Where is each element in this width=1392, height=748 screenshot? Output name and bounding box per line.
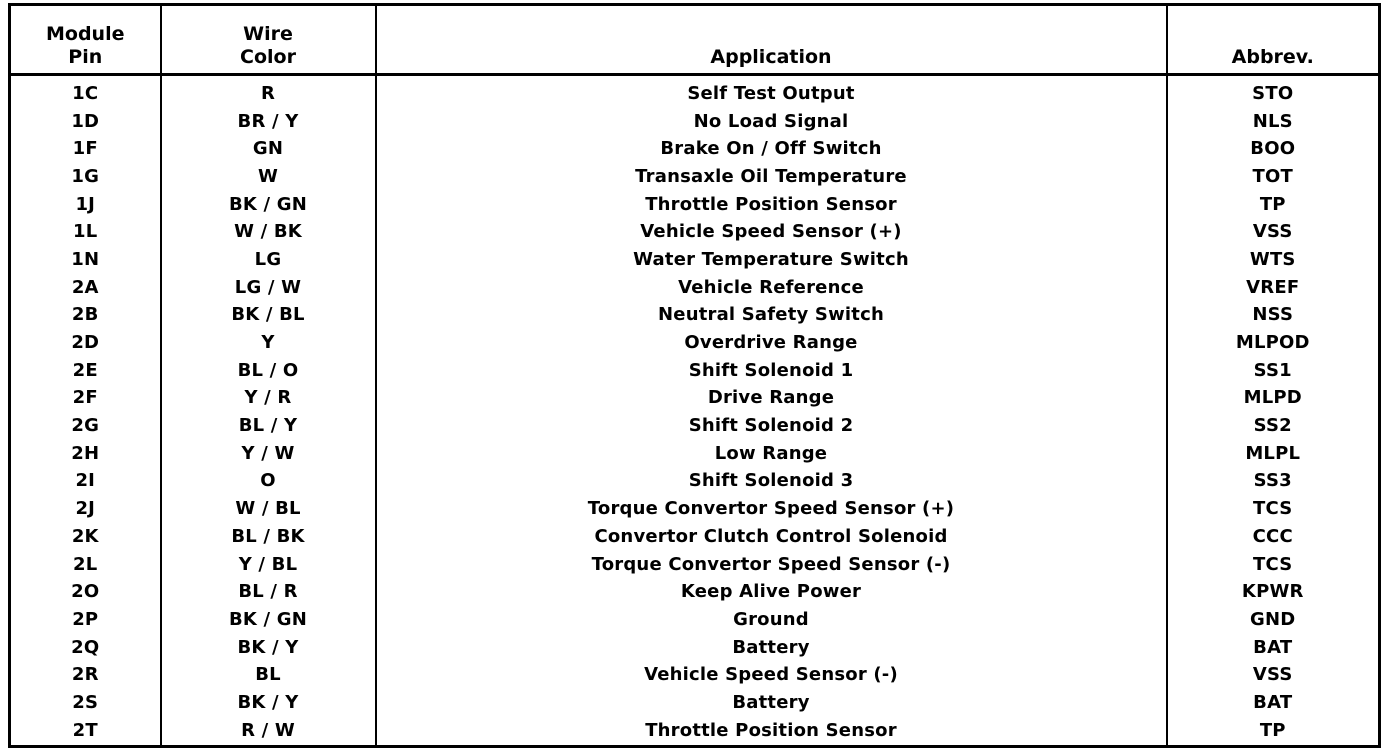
cell-module-pin: 2O xyxy=(10,578,161,606)
table-row xyxy=(10,357,1380,385)
cell-abbrev: BAT xyxy=(1167,689,1380,717)
cell-application: Shift Solenoid 1 xyxy=(376,357,1167,385)
cell-wire-color: BR / Y xyxy=(161,108,376,136)
cell-abbrev: GND xyxy=(1167,606,1380,634)
cell-wire-color: BK / Y xyxy=(161,634,376,662)
cell-application: Overdrive Range xyxy=(376,329,1167,357)
cell-application: Throttle Position Sensor xyxy=(376,191,1167,219)
cell-application: Shift Solenoid 3 xyxy=(376,468,1167,496)
cell-module-pin: 1G xyxy=(10,163,161,191)
table-row xyxy=(10,634,1380,662)
cell-wire-color: O xyxy=(161,468,376,496)
cell-wire-color: BK / GN xyxy=(161,606,376,634)
cell-application: Throttle Position Sensor xyxy=(376,717,1167,746)
cell-wire-color: BK / GN xyxy=(161,191,376,219)
cell-application: Vehicle Speed Sensor (-) xyxy=(376,661,1167,689)
header-module-pin xyxy=(10,5,161,75)
table-row xyxy=(10,108,1380,136)
table-row xyxy=(10,191,1380,219)
cell-wire-color: BL / R xyxy=(161,578,376,606)
cell-wire-color: BK / BL xyxy=(161,302,376,330)
cell-abbrev: NLS xyxy=(1167,108,1380,136)
cell-abbrev: STO xyxy=(1167,75,1380,108)
cell-module-pin: 1F xyxy=(10,135,161,163)
cell-abbrev: CCC xyxy=(1167,523,1380,551)
cell-application: No Load Signal xyxy=(376,108,1167,136)
table-row xyxy=(10,578,1380,606)
cell-module-pin: 2J xyxy=(10,495,161,523)
cell-abbrev: TP xyxy=(1167,717,1380,746)
cell-module-pin: 2A xyxy=(10,274,161,302)
cell-module-pin: 2Q xyxy=(10,634,161,662)
cell-module-pin: 2S xyxy=(10,689,161,717)
table-body xyxy=(10,75,1380,747)
table-row xyxy=(10,551,1380,579)
cell-application: Convertor Clutch Control Solenoid xyxy=(376,523,1167,551)
header-module-pin-line2: Pin xyxy=(68,46,103,68)
cell-application: Vehicle Speed Sensor (+) xyxy=(376,218,1167,246)
table-row xyxy=(10,689,1380,717)
cell-module-pin: 2I xyxy=(10,468,161,496)
header-wire-color-line1: Wire xyxy=(243,23,293,45)
table-row xyxy=(10,135,1380,163)
cell-wire-color: Y xyxy=(161,329,376,357)
cell-abbrev: MLPL xyxy=(1167,440,1380,468)
cell-wire-color: BL / BK xyxy=(161,523,376,551)
cell-module-pin: 2R xyxy=(10,661,161,689)
cell-application: Neutral Safety Switch xyxy=(376,302,1167,330)
table-row xyxy=(10,218,1380,246)
table-row xyxy=(10,302,1380,330)
cell-module-pin: 2T xyxy=(10,717,161,746)
cell-wire-color: BL / Y xyxy=(161,412,376,440)
table-row xyxy=(10,717,1380,746)
table-row xyxy=(10,329,1380,357)
cell-module-pin: 2K xyxy=(10,523,161,551)
header-application: Application xyxy=(376,5,1167,75)
cell-abbrev: VSS xyxy=(1167,218,1380,246)
cell-application: Low Range xyxy=(376,440,1167,468)
cell-abbrev: TOT xyxy=(1167,163,1380,191)
table-header xyxy=(10,5,1380,75)
cell-application: Shift Solenoid 2 xyxy=(376,412,1167,440)
cell-module-pin: 1J xyxy=(10,191,161,219)
table-row xyxy=(10,385,1380,413)
table-row xyxy=(10,246,1380,274)
cell-abbrev: SS2 xyxy=(1167,412,1380,440)
cell-module-pin: 1N xyxy=(10,246,161,274)
cell-abbrev: KPWR xyxy=(1167,578,1380,606)
cell-application: Torque Convertor Speed Sensor (+) xyxy=(376,495,1167,523)
cell-module-pin: 2H xyxy=(10,440,161,468)
cell-module-pin: 2E xyxy=(10,357,161,385)
cell-wire-color: GN xyxy=(161,135,376,163)
cell-abbrev: MLPD xyxy=(1167,385,1380,413)
cell-wire-color: W / BL xyxy=(161,495,376,523)
cell-module-pin: 2B xyxy=(10,302,161,330)
header-abbrev: Abbrev. xyxy=(1167,5,1380,75)
cell-wire-color: Y / BL xyxy=(161,551,376,579)
table-row xyxy=(10,468,1380,496)
cell-abbrev: SS1 xyxy=(1167,357,1380,385)
cell-module-pin: 2G xyxy=(10,412,161,440)
cell-module-pin: 2P xyxy=(10,606,161,634)
cell-application: Vehicle Reference xyxy=(376,274,1167,302)
cell-abbrev: MLPOD xyxy=(1167,329,1380,357)
cell-wire-color: Y / W xyxy=(161,440,376,468)
cell-module-pin: 1D xyxy=(10,108,161,136)
cell-abbrev: VSS xyxy=(1167,661,1380,689)
table-row xyxy=(10,274,1380,302)
cell-abbrev: TCS xyxy=(1167,551,1380,579)
cell-wire-color: LG / W xyxy=(161,274,376,302)
cell-wire-color: Y / R xyxy=(161,385,376,413)
cell-application: Self Test Output xyxy=(376,75,1167,108)
cell-module-pin: 2L xyxy=(10,551,161,579)
cell-application: Battery xyxy=(376,689,1167,717)
table-row xyxy=(10,412,1380,440)
cell-application: Drive Range xyxy=(376,385,1167,413)
cell-application: Keep Alive Power xyxy=(376,578,1167,606)
cell-abbrev: TCS xyxy=(1167,495,1380,523)
cell-wire-color: LG xyxy=(161,246,376,274)
cell-wire-color: BL / O xyxy=(161,357,376,385)
cell-module-pin: 1C xyxy=(10,75,161,108)
cell-abbrev: NSS xyxy=(1167,302,1380,330)
cell-module-pin: 1L xyxy=(10,218,161,246)
header-wire-color-line2: Color xyxy=(240,46,296,68)
table-row xyxy=(10,523,1380,551)
table-row xyxy=(10,75,1380,108)
header-wire-color xyxy=(161,5,376,75)
cell-abbrev: BAT xyxy=(1167,634,1380,662)
cell-module-pin: 2F xyxy=(10,385,161,413)
cell-application: Water Temperature Switch xyxy=(376,246,1167,274)
cell-application: Transaxle Oil Temperature xyxy=(376,163,1167,191)
table-row xyxy=(10,661,1380,689)
pin-assignment-table xyxy=(8,3,1381,748)
cell-wire-color: W / BK xyxy=(161,218,376,246)
cell-application: Brake On / Off Switch xyxy=(376,135,1167,163)
cell-abbrev: BOO xyxy=(1167,135,1380,163)
cell-wire-color: W xyxy=(161,163,376,191)
cell-abbrev: WTS xyxy=(1167,246,1380,274)
table-row xyxy=(10,163,1380,191)
cell-wire-color: BK / Y xyxy=(161,689,376,717)
table-row xyxy=(10,495,1380,523)
cell-abbrev: TP xyxy=(1167,191,1380,219)
cell-application: Ground xyxy=(376,606,1167,634)
cell-abbrev: SS3 xyxy=(1167,468,1380,496)
cell-wire-color: BL xyxy=(161,661,376,689)
cell-application: Battery xyxy=(376,634,1167,662)
cell-wire-color: R xyxy=(161,75,376,108)
cell-abbrev: VREF xyxy=(1167,274,1380,302)
table-row xyxy=(10,606,1380,634)
cell-wire-color: R / W xyxy=(161,717,376,746)
header-row xyxy=(10,5,1380,75)
header-module-pin-line1: Module xyxy=(46,23,125,45)
table-row xyxy=(10,440,1380,468)
cell-module-pin: 2D xyxy=(10,329,161,357)
cell-application: Torque Convertor Speed Sensor (-) xyxy=(376,551,1167,579)
